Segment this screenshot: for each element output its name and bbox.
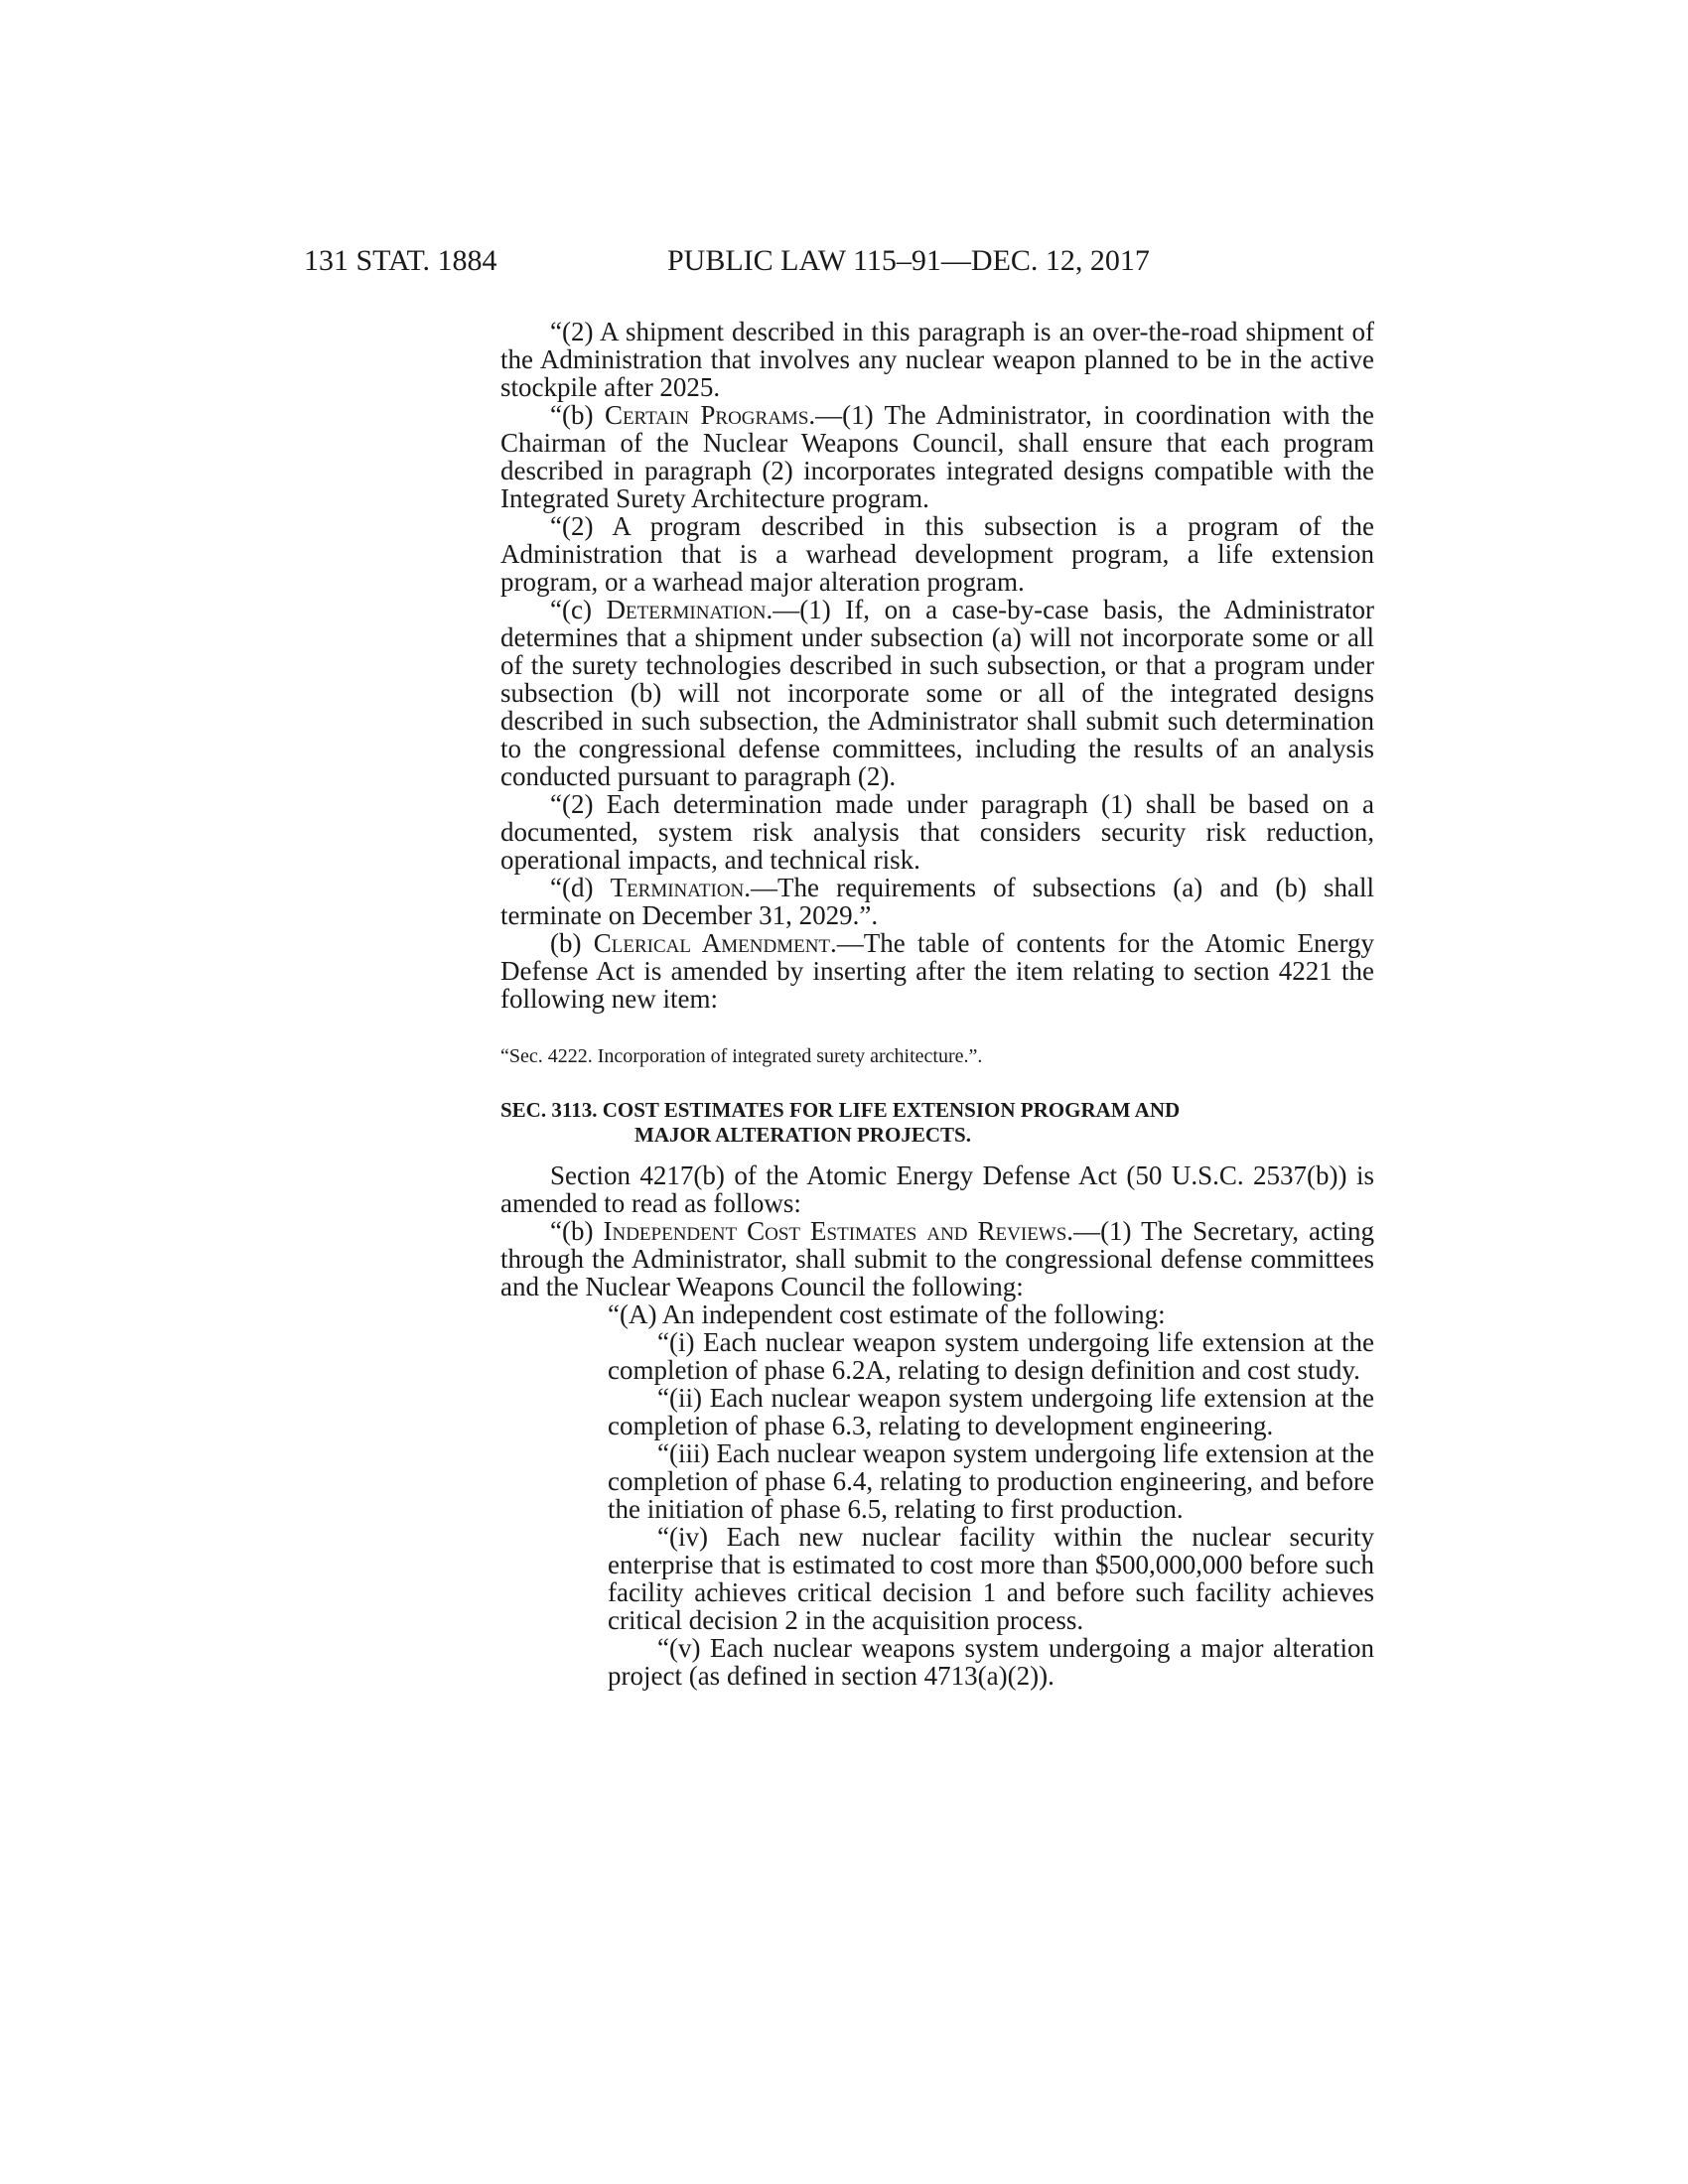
paragraph-section-4217b: Section 4217(b) of the Atomic Energy Defense Act (50 U.S.C. 2537(b)) is amended to read as follows: — [500, 1160, 1374, 1218]
paragraph-text: —The table of contents for the Atomic Energy Defense Act is amended by inserting after the item relating to section 4221 the following new item: — [500, 928, 1374, 1014]
paragraph-text: —The requirements of subsections (a) and (b) shall terminate on December 31, 2029.”. — [500, 873, 1374, 930]
section-heading — [500, 1098, 1374, 1148]
section-heading-line: SEC. 3113. COST ESTIMATES FOR LIFE EXTENSION PROGRAM AND — [500, 1098, 1181, 1122]
paragraph-text: —(1) The Administrator, in coordination with the Chairman of the Nuclear Weapons Council, shall ensure that each program described in paragraph (2) incorporates integrated designs compatible with the Integrated Surety Architecture program. — [500, 400, 1374, 513]
clause-v: “(v) Each nuclear weapons system undergoing a major alteration project (as defined in section 4713(a)(2)). — [608, 1633, 1374, 1691]
paragraph-risk-analysis: “(2) Each determination made under paragraph (1) shall be based on a documented, system risk analysis that considers security risk reduction, operational impacts, and technical risk. — [500, 789, 1374, 875]
heading-determination: Determination. — [606, 595, 774, 624]
paragraph-text: —(1) The Secretary, acting through the Administrator, shall submit to the congressional defense committees and the Nuclear Weapons Council the following: — [500, 1216, 1375, 1301]
heading-clerical-amendment: Clerical Amendment. — [593, 928, 837, 958]
page-header — [0, 244, 1688, 284]
paragraph-label: “(d) — [550, 873, 611, 902]
clause-iii: “(iii) Each nuclear weapon system undergoing life extension at the completion of phase 6.4, relating to production engineering, and before the initiation of phase 6.5, relating to first production. — [608, 1438, 1374, 1524]
paragraph-termination — [500, 874, 1374, 929]
table-of-contents-item: “Sec. 4222. Incorporation of integrated surety architecture.”. — [500, 1045, 983, 1067]
paragraph-shipment-definition: “(2) A shipment described in this paragraph is an over-the-road shipment of the Administration that involves any nuclear weapon planned to be in the active stockpile after 2025. — [500, 317, 1374, 402]
heading-independent-cost-estimates: Independent Cost Estimates and Reviews. — [603, 1216, 1074, 1246]
section-heading-line: MAJOR ALTERATION PROJECTS. — [634, 1123, 971, 1147]
paragraph-label: (b) — [550, 928, 594, 958]
paragraph-text: —(1) If, on a case-by-case basis, the Administrator determines that a shipment under subsection (a) will not incorporate some or all of the surety technologies described in such subsection, or that a program under subsection (b) will not incorporate some or all of the integrated designs described in such subsection, the Administrator shall submit such determination to the congressional defense committees, including the results of an analysis conducted pursuant to paragraph (2). — [500, 595, 1375, 791]
paragraph-program-definition: “(2) A program described in this subsection is a program of the Administration that is a warhead development program, a life extension program, or a warhead major alteration program. — [500, 511, 1374, 597]
public-law-citation: PUBLIC LAW 115–91—DEC. 12, 2017 — [667, 244, 1150, 277]
statute-page-number: 131 STAT. 1884 — [304, 244, 497, 277]
paragraph-label: “(c) — [550, 595, 607, 624]
paragraph-independent-cost-estimates — [500, 1217, 1374, 1300]
heading-termination: Termination. — [610, 873, 752, 902]
subparagraph-a: “(A) An independent cost estimate of the following: — [608, 1299, 1166, 1329]
clause-i: “(i) Each nuclear weapon system undergoing life extension at the completion of phase 6.2A, relating to design definition and cost study. — [608, 1327, 1374, 1385]
paragraph-label: “(b) — [550, 1216, 604, 1246]
paragraph-determination — [500, 596, 1374, 790]
clause-iv: “(iv) Each new nuclear facility within the nuclear security enterprise that is estimated to cost more than $500,000,000 before such facility achieves critical decision 1 and before such facility achieves critical decision 2 in the acquisition process. — [608, 1522, 1374, 1635]
heading-certain-programs: Certain Programs. — [604, 400, 816, 430]
spacer — [500, 1148, 1374, 1161]
document-body — [500, 318, 1374, 1690]
paragraph-clerical-amendment — [500, 929, 1374, 1013]
clause-ii: “(ii) Each nuclear weapon system undergoing life extension at the completion of phase 6.3, relating to development engineering. — [608, 1383, 1374, 1440]
paragraph-certain-programs — [500, 401, 1374, 512]
paragraph-label: “(b) — [550, 400, 605, 430]
